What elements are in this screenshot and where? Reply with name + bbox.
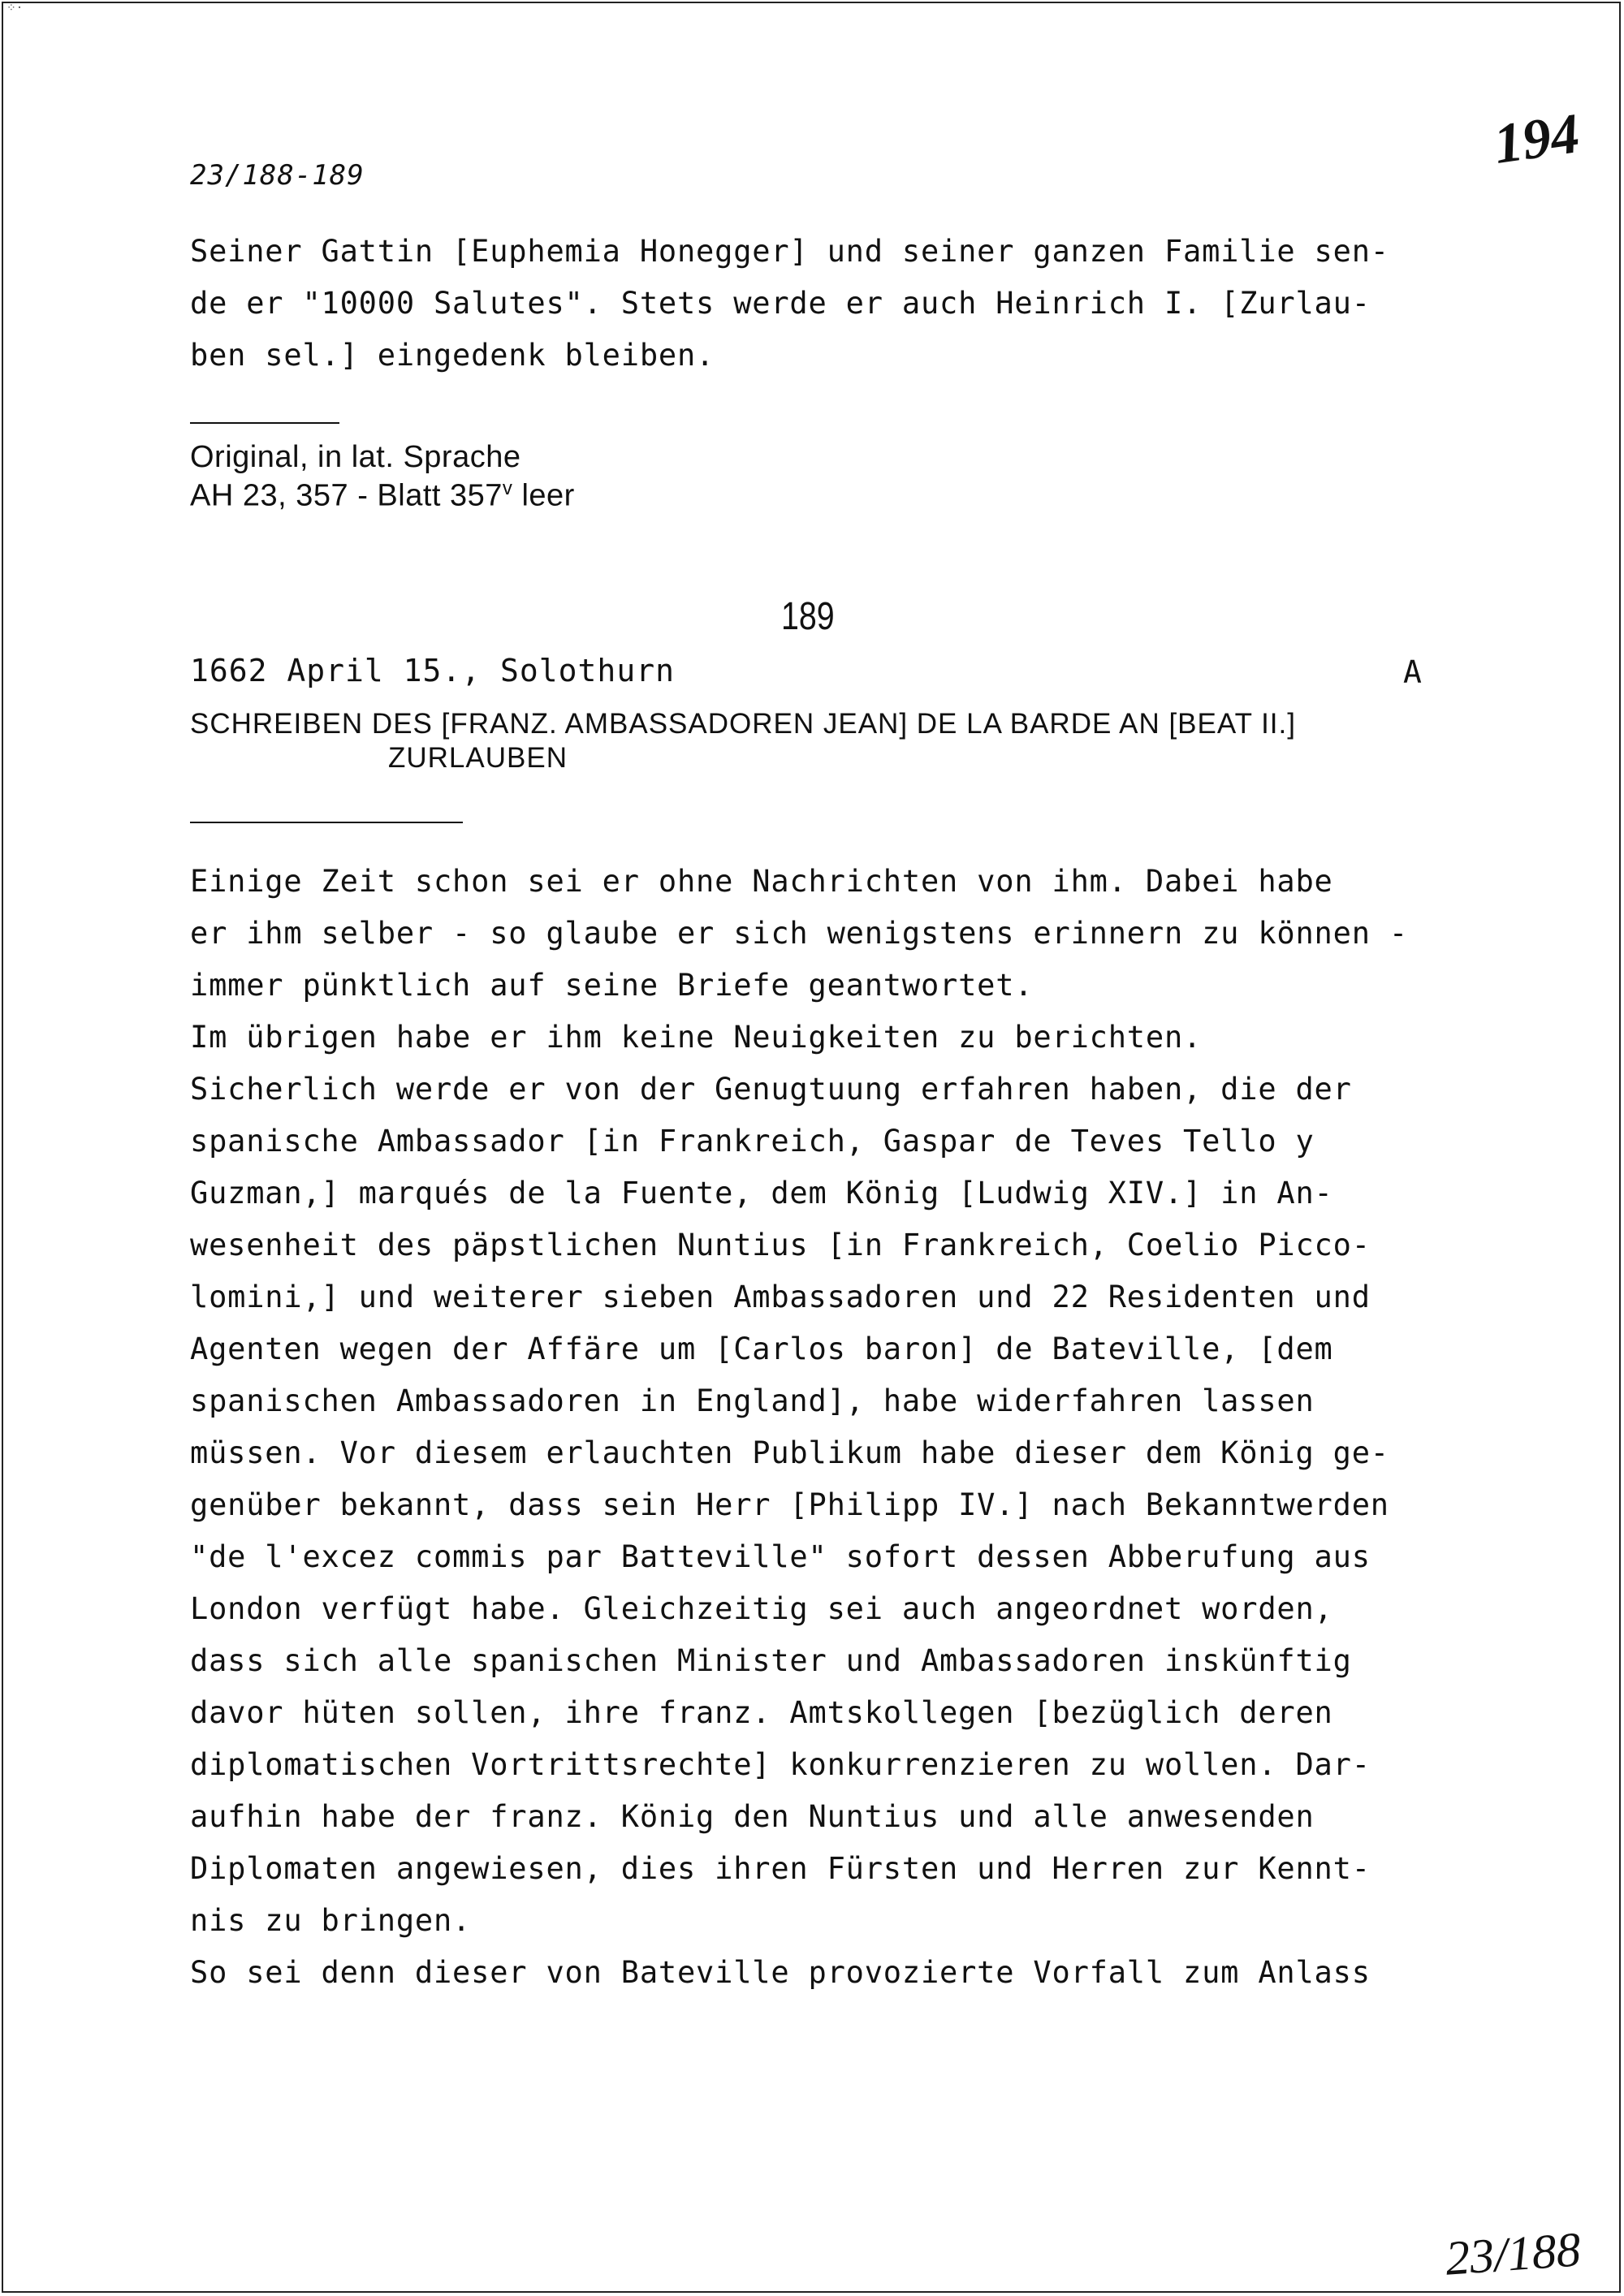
body-line: Guzman,] marqués de la Fuente, dem König [Ludwig XIV.] in An- xyxy=(190,1176,1333,1211)
body-line: aufhin habe der franz. König den Nuntius und alle anwesenden xyxy=(190,1799,1315,1834)
date-place: 1662 April 15., Solothurn xyxy=(190,653,675,688)
verso-superscript: v xyxy=(502,477,513,499)
archive-reference: 23/188-189 xyxy=(190,159,365,192)
body-line: dass sich alle spanischen Minister und Ambassadoren inskünftig xyxy=(190,1643,1352,1678)
body-line: "de l'excez commis par Batteville" sofort dessen Abberufung aus xyxy=(190,1539,1371,1574)
body-line: spanischen Ambassadoren in England], habe widerfahren lassen xyxy=(190,1383,1315,1418)
body-line: lomini,] und weiterer sieben Ambassadoren und 22 Residenten und xyxy=(190,1280,1371,1314)
body-line: Einige Zeit schon sei er ohne Nachrichten von ihm. Dabei habe xyxy=(190,864,1333,899)
body-line: So sei denn dieser von Bateville provozierte Vorfall zum Anlass xyxy=(190,1955,1371,1990)
version-marker: A xyxy=(1403,654,1423,690)
handwritten-page-reference: 23/188 xyxy=(1443,2222,1583,2285)
separator-rule xyxy=(190,422,339,424)
body-line: müssen. Vor diesem erlauchten Publikum habe dieser dem König ge- xyxy=(190,1435,1389,1470)
body-line: Agenten wegen der Affäre um [Carlos baron] de Bateville, [dem xyxy=(190,1331,1333,1366)
body-line: genüber bekannt, dass sein Herr [Philipp IV.] nach Bekanntwerden xyxy=(190,1487,1389,1522)
source-reference-suffix: leer xyxy=(512,478,575,513)
previous-entry-line: ben sel.] eingedenk bleiben. xyxy=(190,338,715,373)
previous-entry-line: de er "10000 Salutes". Stets werde er auch Heinrich I. [Zurlau- xyxy=(190,286,1371,321)
body-line: Sicherlich werde er von der Genugtuung erfahren haben, die der xyxy=(190,1072,1352,1107)
document-number: 189 xyxy=(781,595,835,638)
body-line: Im übrigen habe er ihm keine Neuigkeiten zu berichten. xyxy=(190,1020,1203,1055)
handwritten-folio-number: 194 xyxy=(1490,102,1583,176)
body-line: diplomatischen Vortrittsrechte] konkurrenzieren zu wollen. Dar- xyxy=(190,1747,1371,1782)
body-line: London verfügt habe. Gleichzeitig sei auch angeordnet worden, xyxy=(190,1591,1333,1626)
document-heading-continuation: ZURLAUBEN xyxy=(388,742,568,774)
document-heading: SCHREIBEN DES [FRANZ. AMBASSADOREN JEAN] DE LA BARDE AN [BEAT II.] xyxy=(190,708,1296,740)
body-line: Diplomaten angewiesen, dies ihren Fürsten und Herren zur Kennt- xyxy=(190,1851,1371,1886)
body-line: wesenheit des päpstlichen Nuntius [in Frankreich, Coelio Picco- xyxy=(190,1228,1371,1262)
body-line: nis zu bringen. xyxy=(190,1903,472,1938)
source-reference xyxy=(190,477,575,514)
body-line: er ihm selber - so glaube er sich wenigstens erinnern zu können - xyxy=(190,916,1408,951)
heading-rule xyxy=(190,822,463,823)
scan-mark: ⁘· xyxy=(6,2,24,15)
previous-entry-line: Seiner Gattin [Euphemia Honegger] und seiner ganzen Familie sen- xyxy=(190,234,1389,269)
body-line: immer pünktlich auf seine Briefe geantwortet. xyxy=(190,968,1034,1003)
body-line: davor hüten sollen, ihre franz. Amtskollegen [bezüglich deren xyxy=(190,1695,1333,1730)
source-language-note: Original, in lat. Sprache xyxy=(190,440,521,474)
body-line: spanische Ambassador [in Frankreich, Gaspar de Teves Tello y xyxy=(190,1124,1315,1159)
source-reference-main: AH 23, 357 - Blatt 357 xyxy=(190,478,503,513)
